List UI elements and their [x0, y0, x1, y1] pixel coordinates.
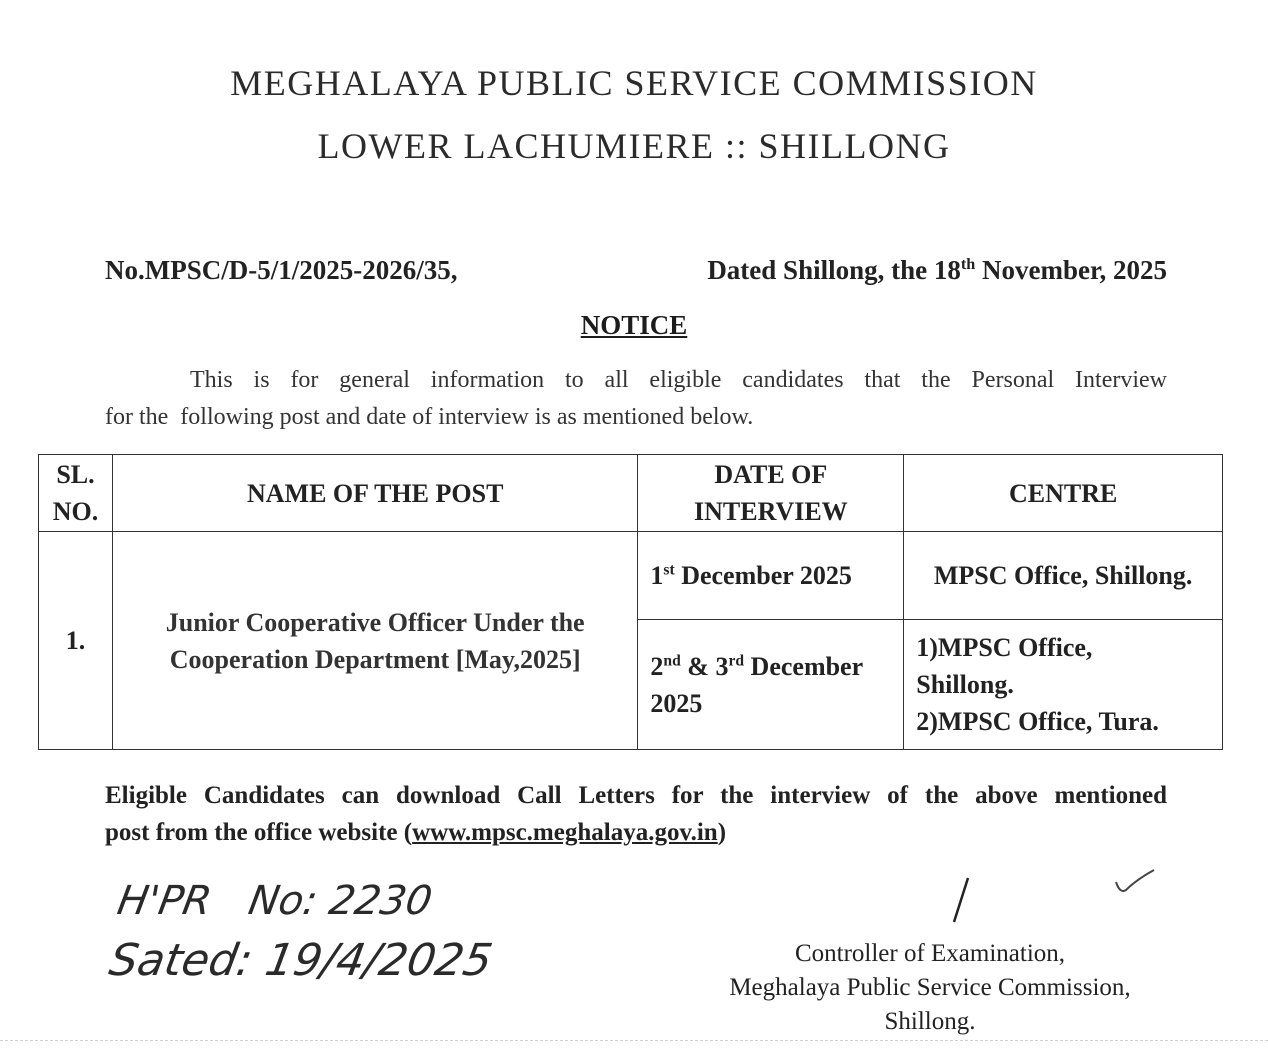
- centre2-line-3: 2)MPSC Office, Tura.: [916, 707, 1159, 736]
- header-org: MEGHALAYA PUBLIC SERVICE COMMISSION: [230, 63, 1038, 103]
- closing-line-1: Eligible Candidates can download Call Letters for the interview of the above mentioned: [105, 782, 1167, 809]
- date-sup: th: [960, 255, 976, 273]
- centre2-line-2: Shillong.: [916, 670, 1014, 699]
- reference-date: [707, 255, 1167, 286]
- date2-rest1: December: [744, 651, 864, 681]
- notice-intro: [105, 362, 1167, 436]
- date1-rest: December 2025: [674, 561, 852, 590]
- notice-title: NOTICE: [580, 310, 688, 340]
- closing-paragraph: [105, 777, 1167, 851]
- signature-title: Controller of Examination,: [794, 940, 1066, 967]
- closing-line-2-suffix: ): [717, 819, 727, 846]
- centre2-line-1: 1)MPSC Office,: [916, 633, 1093, 662]
- handwritten-note-line-2: Sated: 19/4/2025: [105, 935, 497, 986]
- header-sl-no: [39, 455, 113, 532]
- date1-num: 1: [650, 561, 664, 590]
- signature-block: [695, 937, 1165, 1039]
- header-date-line1: DATE OF: [714, 460, 828, 489]
- signature-stroke: [954, 878, 968, 922]
- header-date-line2: INTERVIEW: [694, 497, 848, 526]
- date2-sup1: nd: [663, 651, 681, 669]
- bottom-scan-line: [0, 1040, 1268, 1041]
- date2-line-1: [650, 648, 902, 685]
- row-sl: 1.: [39, 532, 113, 750]
- post-line-2: Cooperation Department [May,2025]: [169, 644, 581, 674]
- handwritten-note-line-1: H'PR No: 2230: [113, 878, 436, 924]
- date2-num1: 2: [650, 651, 664, 681]
- row-date-1: [638, 532, 904, 620]
- signature-org: Meghalaya Public Service Commission,: [729, 974, 1131, 1001]
- date1-sup: st: [663, 561, 675, 579]
- date2-mid: & 3: [680, 651, 729, 681]
- website-link[interactable]: www.mpsc.meghalaya.gov.in: [412, 819, 718, 846]
- table-header-row: [39, 455, 1223, 532]
- header-sl-line2: NO.: [52, 497, 99, 526]
- signature-place: Shillong.: [884, 1008, 976, 1035]
- row-centre-2: [904, 620, 1223, 750]
- date2-sup2: rd: [728, 651, 745, 669]
- row-post-name: [112, 532, 637, 750]
- header-sl-line1: SL.: [56, 460, 95, 489]
- header-post-name: NAME OF THE POST: [112, 455, 637, 532]
- date-prefix: Dated Shillong, the 18: [707, 255, 961, 285]
- closing-line-2: [105, 819, 726, 846]
- closing-line-2-prefix: post from the office website (: [105, 819, 413, 846]
- reference-number: No.MPSC/D-5/1/2025-2026/35,: [105, 255, 458, 285]
- header-centre: CENTRE: [904, 455, 1223, 532]
- row-centre-1: MPSC Office, Shillong.: [904, 532, 1223, 620]
- intro-line-1: This is for general information to all eligible candidates that the Personal Interview: [190, 367, 1167, 393]
- check-mark: [1116, 870, 1154, 891]
- signature-marks: [940, 860, 1170, 930]
- interview-table: [38, 454, 1223, 750]
- date2-line-2: 2025: [650, 688, 703, 718]
- intro-line-2: for the following post and date of interview is as mentioned below.: [105, 404, 754, 430]
- header-location: LOWER LACHUMIERE :: SHILLONG: [317, 126, 951, 166]
- date-suffix: November, 2025: [975, 255, 1167, 285]
- table-row: [39, 532, 1223, 620]
- post-line-1: Junior Cooperative Officer Under the: [165, 607, 585, 637]
- row-date-2: [638, 620, 904, 750]
- header-date: [638, 455, 904, 532]
